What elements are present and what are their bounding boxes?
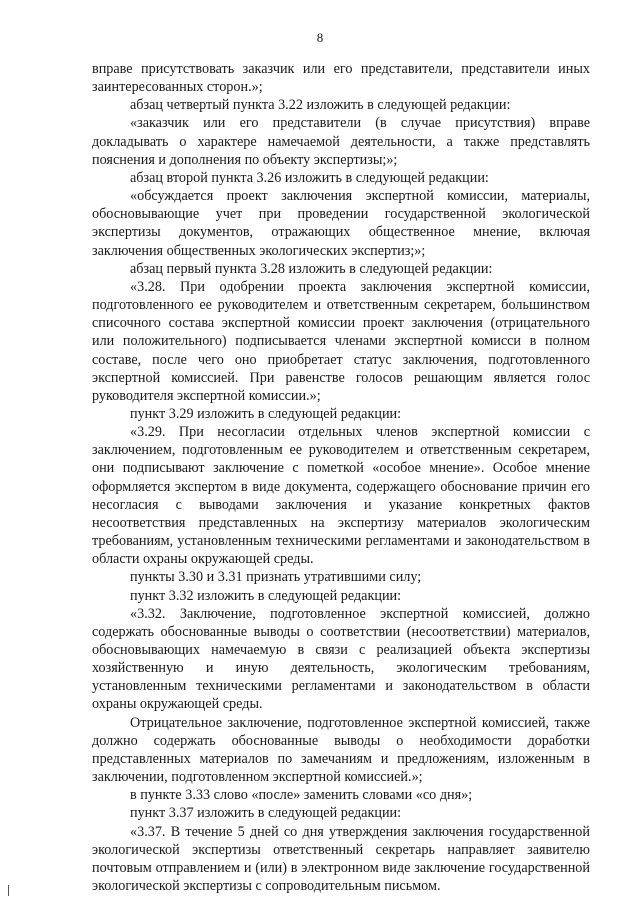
paragraph: «3.37. В течение 5 дней со дня утверждения заключения государственной экологической экспертизы ответственный секретарь направляет заявителю почтовым отправлением и (или) в электронном виде заключение государственной экологической экспертизы с сопроводительным письмом.	[92, 823, 590, 895]
paragraph: абзац второй пункта 3.26 изложить в следующей редакции:	[130, 169, 489, 186]
paragraph: «3.32. Заключение, подготовленное экспертной комиссией, должно содержать обоснованные выводы о соответствии (несоответствии) материалов, обосновывающих намечаемую в связи с реализацией объекта экспертизы хозяйственную и иную деятельность, экологическим требованиям, установленным техническими регламентами и законодательством в области охраны окружающей среды.	[92, 605, 590, 713]
paragraph: в пункте 3.33 слово «после» заменить словами «со дня»;	[130, 787, 473, 804]
paragraph: пункты 3.30 и 3.31 признать утратившими силу;	[130, 569, 422, 586]
paragraph: вправе присутствовать заказчик или его представители, представители иных заинтересованных сторон.»;	[92, 61, 590, 96]
page-number: 8	[316, 30, 324, 45]
paragraph: «3.29. При несогласии отдельных членов экспертной комиссии с заключением, подготовленным ее руководителем и ответственным секретарем, они подписывают заключение с пометкой «особое мнение». Особое мнение оформляется экспертом в виде документа, содержащего обоснование причин его несогласия с выводами заключения и указание конкретных фактов несоответствия представленных на экспертизу материалов экологическим требованиям, установленным техническими регламентами и законодательством в области охраны окружающей среды.	[92, 424, 590, 568]
paragraph: «обсуждается проект заключения экспертной комиссии, материалы, обосновывающие учет при проведении государственной экологической экспертизы документов, отражающих общественное мнение, включая заключения общественных экологических экспертиз;»;	[92, 188, 590, 259]
paragraph: пункт 3.29 изложить в следующей редакции:	[130, 405, 402, 422]
paragraph: Отрицательное заключение, подготовленное экспертной комиссией, также должно содержать обоснованные выводы о необходимости доработки представленных материалов по замечаниям и предложениям, изложенным в заключении, подготовленном экспертной комиссией.»;	[92, 714, 590, 786]
paragraph: «3.28. При одобрении проекта заключения экспертной комиссии, подготовленного ее руководителем и ответственным секретарем, большинством списочного состава экспертной комиссии проект заключения (отрицательного или положительного) подписывается членами экспертной комисси в полном составе, после чего оно приобретает статус заключения, подготовленного экспертной комиссией. При равенстве голосов решающим является голос руководителя экспертной комиссии.»;	[92, 278, 590, 404]
paragraph: абзац первый пункта 3.28 изложить в следующей редакции:	[130, 260, 493, 277]
paragraph: пункт 3.32 изложить в следующей редакции:	[130, 587, 402, 604]
margin-mark	[8, 885, 9, 896]
paragraph: «заказчик или его представители (в случае присутствия) вправе докладывать о характере намечаемой деятельности, а также представлять пояснения и дополнения по объекту экспертизы;»;	[92, 115, 590, 168]
paragraph: абзац четвертый пункта 3.22 изложить в следующей редакции:	[130, 97, 511, 114]
paragraph: пункт 3.37 изложить в следующей редакции:	[130, 805, 402, 822]
document-body	[92, 60, 590, 895]
